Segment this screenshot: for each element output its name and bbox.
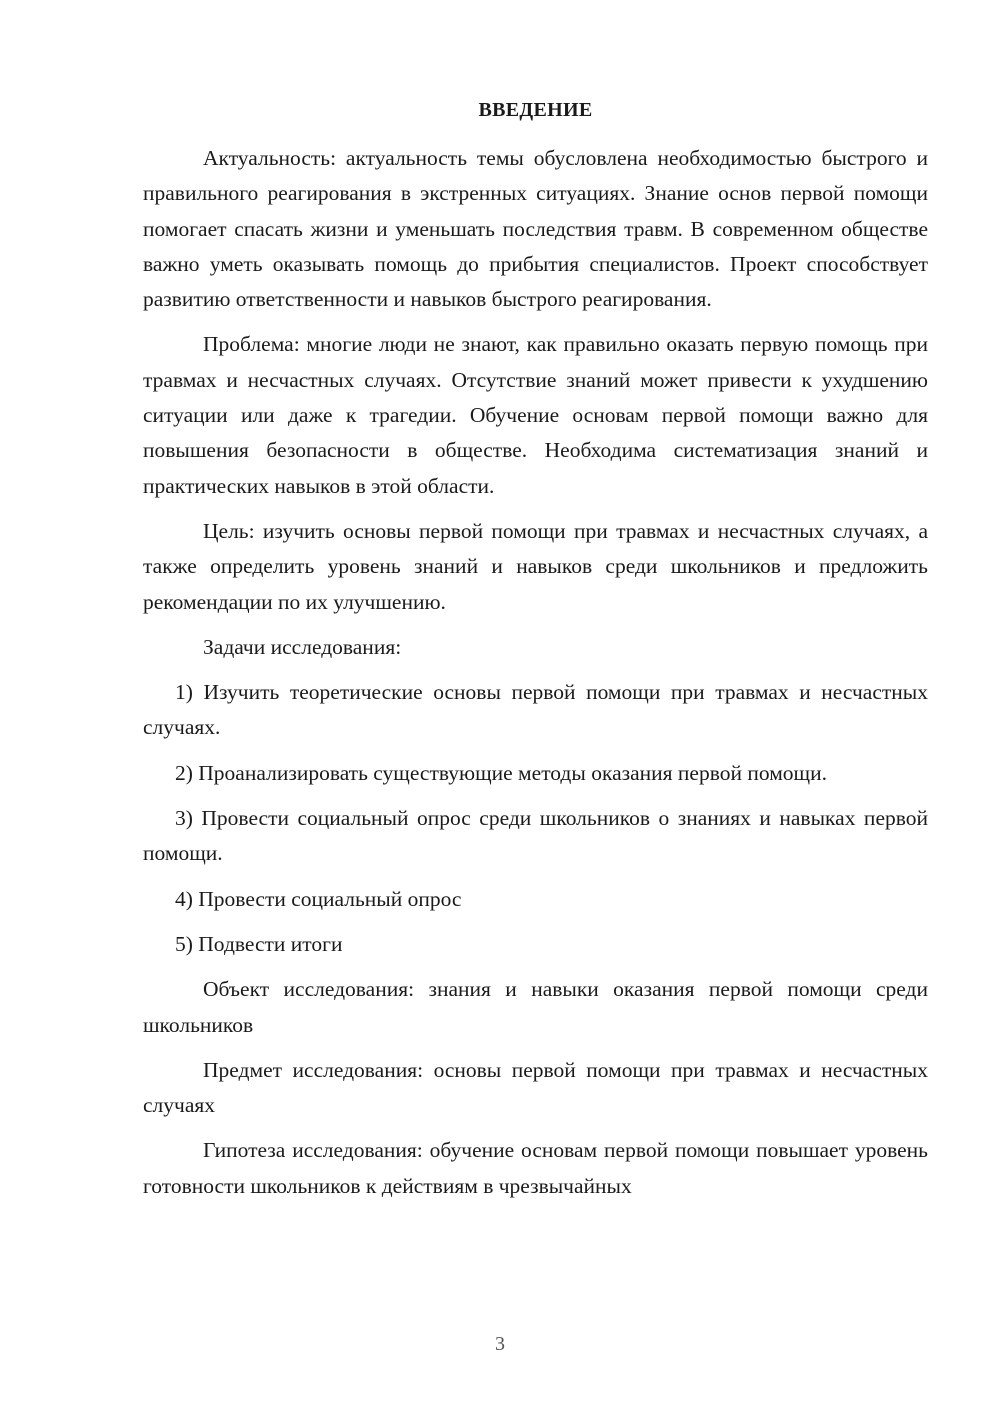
hypothesis-paragraph: Гипотеза исследования: обучение основам первой помощи повышает уровень готовности школьников к действиям в чрезвычайных [143,1138,928,1198]
goal-paragraph: Цель: изучить основы первой помощи при травмах и несчастных случаях, а также определить уровень знаний и навыков среди школьников и предложить рекомендации по их улучшению. [143,518,928,614]
subject-paragraph: Предмет исследования: основы первой помощи при травмах и несчастных случаях [143,1057,928,1118]
page-title: ВВЕДЕНИЕ [478,99,593,121]
page-number: 3 [495,1333,505,1355]
tasks-heading: Задачи исследования: [203,634,402,659]
task-item-3: 3) Провести социальный опрос среди школьников о знаниях и навыках первой помощи. [143,806,928,866]
task-item-4: 4) Провести социальный опрос [175,886,462,911]
task-item-2: 2) Проанализировать существующие методы оказания первой помощи. [175,760,827,785]
problem-paragraph: Проблема: многие люди не знают, как правильно оказать первую помощь при травмах и несчастных случаях. Отсутствие знаний может привести к ухудшению ситуации или даже к трагедии. Обучение основам первой помощи важно для повышения безопасности в обществе. Необходима систематизация знаний и практических навыков в этой области. [143,332,928,498]
relevance-paragraph: Актуальность: актуальность темы обусловлена необходимостью быстрого и правильного реагирования в экстренных ситуациях. Знание основ первой помощи помогает спасать жизни и уменьшать последствия травм. В современном обществе важно уметь оказывать помощь до прибытия специалистов. Проект способствует развитию ответственности и навыков быстрого реагирования. [143,146,928,312]
page-content [143,95,928,1214]
object-paragraph: Объект исследования: знания и навыки оказания первой помощи среди школьников [143,977,928,1037]
task-item-5: 5) Подвести итоги [175,931,343,956]
task-item-1: 1) Изучить теоретические основы первой помощи при травмах и несчастных случаях. [143,680,928,740]
